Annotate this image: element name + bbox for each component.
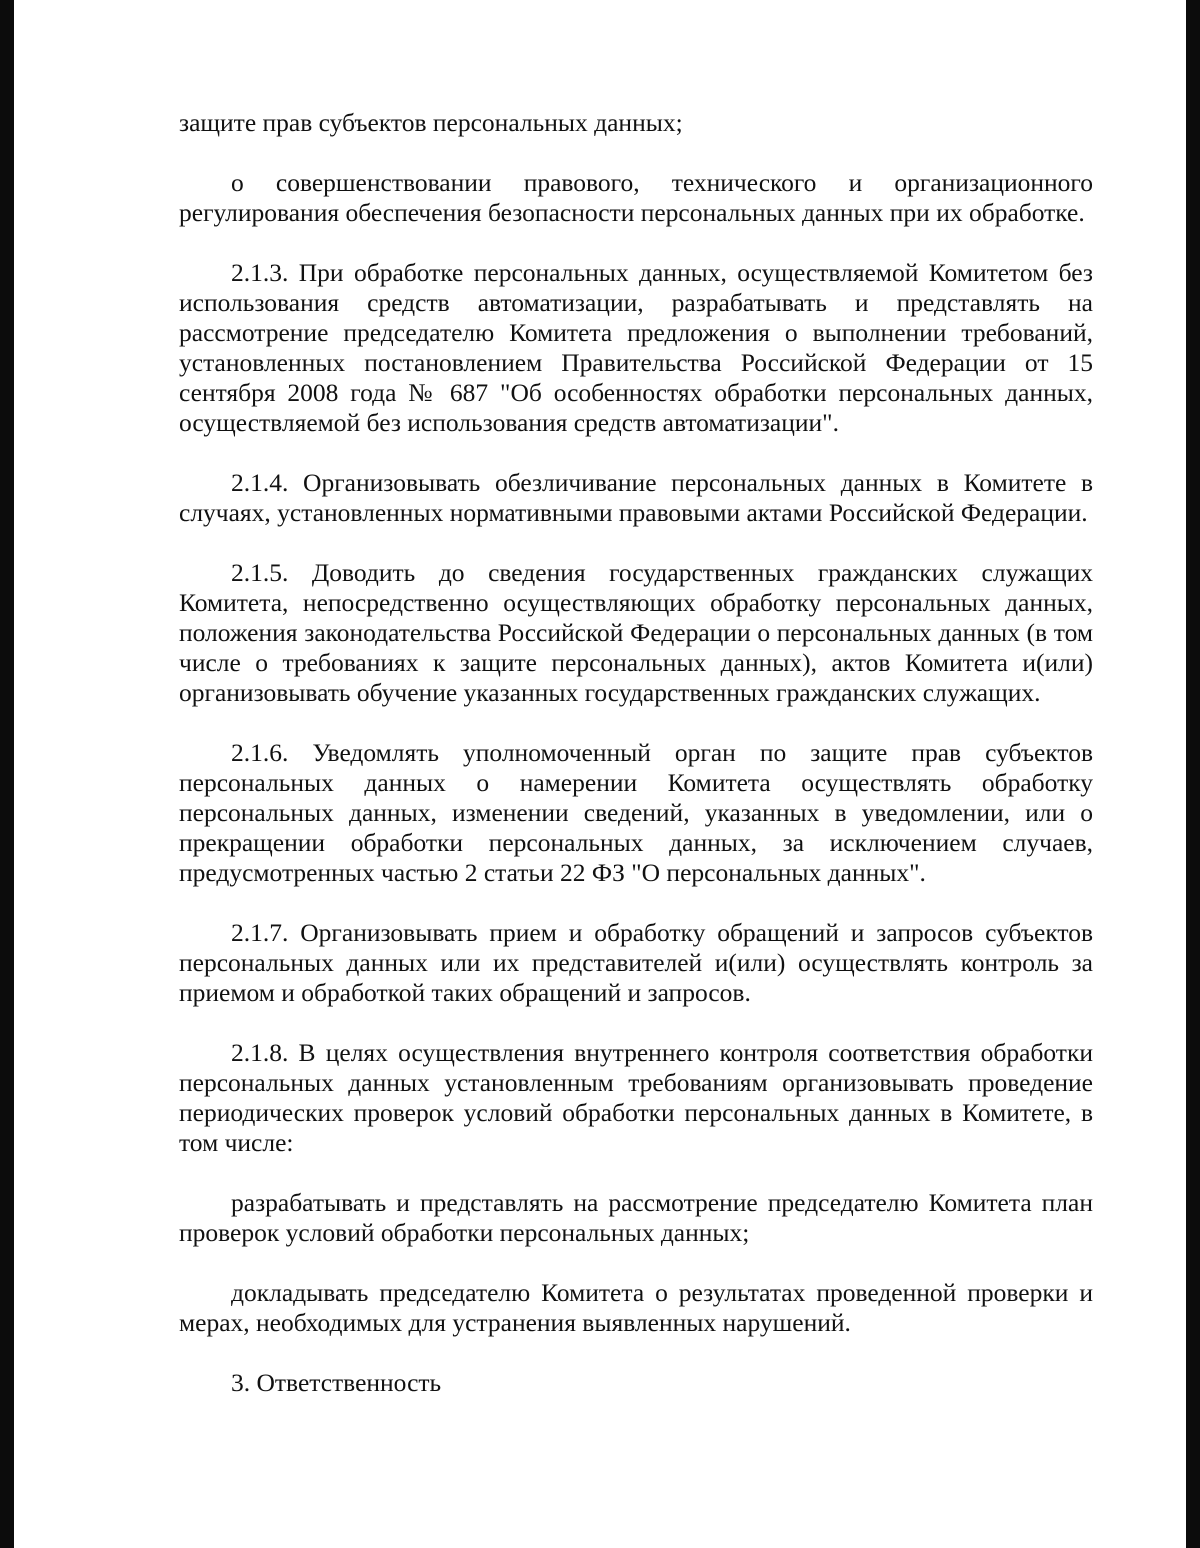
paragraph-continuation: защите прав субъектов персональных данных; (179, 108, 683, 137)
paragraph-2-1-5: 2.1.5. Доводить до сведения государственных гражданских служащих Комитета, непосредственно осуществляющих обработку персональных данных, положения законодательства Российской Федерации о персональных данных (в том числе о требованиях к защите персональных данных), актов Комитета и(или) организовывать обучение указанных государственных гражданских служащих. (179, 558, 1093, 707)
paragraph-2-1-4: 2.1.4. Организовывать обезличивание персональных данных в Комитете в случаях, установленных нормативными правовыми актами Российской Федерации. (179, 468, 1093, 527)
document-page (179, 108, 1093, 1398)
scan-border-right (1186, 0, 1200, 1548)
paragraph-2-1-6: 2.1.6. Уведомлять уполномоченный орган по защите прав субъектов персональных данных о намерении Комитета осуществлять обработку персональных данных, изменении сведений, указанных в уведомлении, или о прекращении обработки персональных данных, за исключением случаев, предусмотренных частью 2 статьи 22 ФЗ "О персональных данных". (179, 738, 1093, 887)
section-heading: 3. Ответственность (231, 1368, 442, 1397)
paragraph-list-item: о совершенствовании правового, технического и организационного регулирования обеспечения безопасности персональных данных при их обработке. (179, 168, 1093, 227)
paragraph-2-1-7: 2.1.7. Организовывать прием и обработку обращений и запросов субъектов персональных данных или их представителей и(или) осуществлять контроль за приемом и обработкой таких обращений и запросов. (179, 918, 1093, 1007)
paragraph-list-item: разрабатывать и представлять на рассмотрение председателю Комитета план проверок условий обработки персональных данных; (179, 1188, 1093, 1247)
paragraph-list-item: докладывать председателю Комитета о результатах проведенной проверки и мерах, необходимых для устранения выявленных нарушений. (179, 1278, 1093, 1337)
scan-border-left (0, 0, 14, 1548)
paragraph-2-1-8: 2.1.8. В целях осуществления внутреннего контроля соответствия обработки персональных данных установленным требованиям организовывать проведение периодических проверок условий обработки персональных данных в Комитете, в том числе: (179, 1038, 1093, 1157)
paragraph-2-1-3: 2.1.3. При обработке персональных данных, осуществляемой Комитетом без использования средств автоматизации, разрабатывать и представлять на рассмотрение председателю Комитета предложения о выполнении требований, установленных постановлением Правительства Российской Федерации от 15 сентября 2008 года № 687 "Об особенностях обработки персональных данных, осуществляемой без использования средств автоматизации". (179, 258, 1093, 437)
